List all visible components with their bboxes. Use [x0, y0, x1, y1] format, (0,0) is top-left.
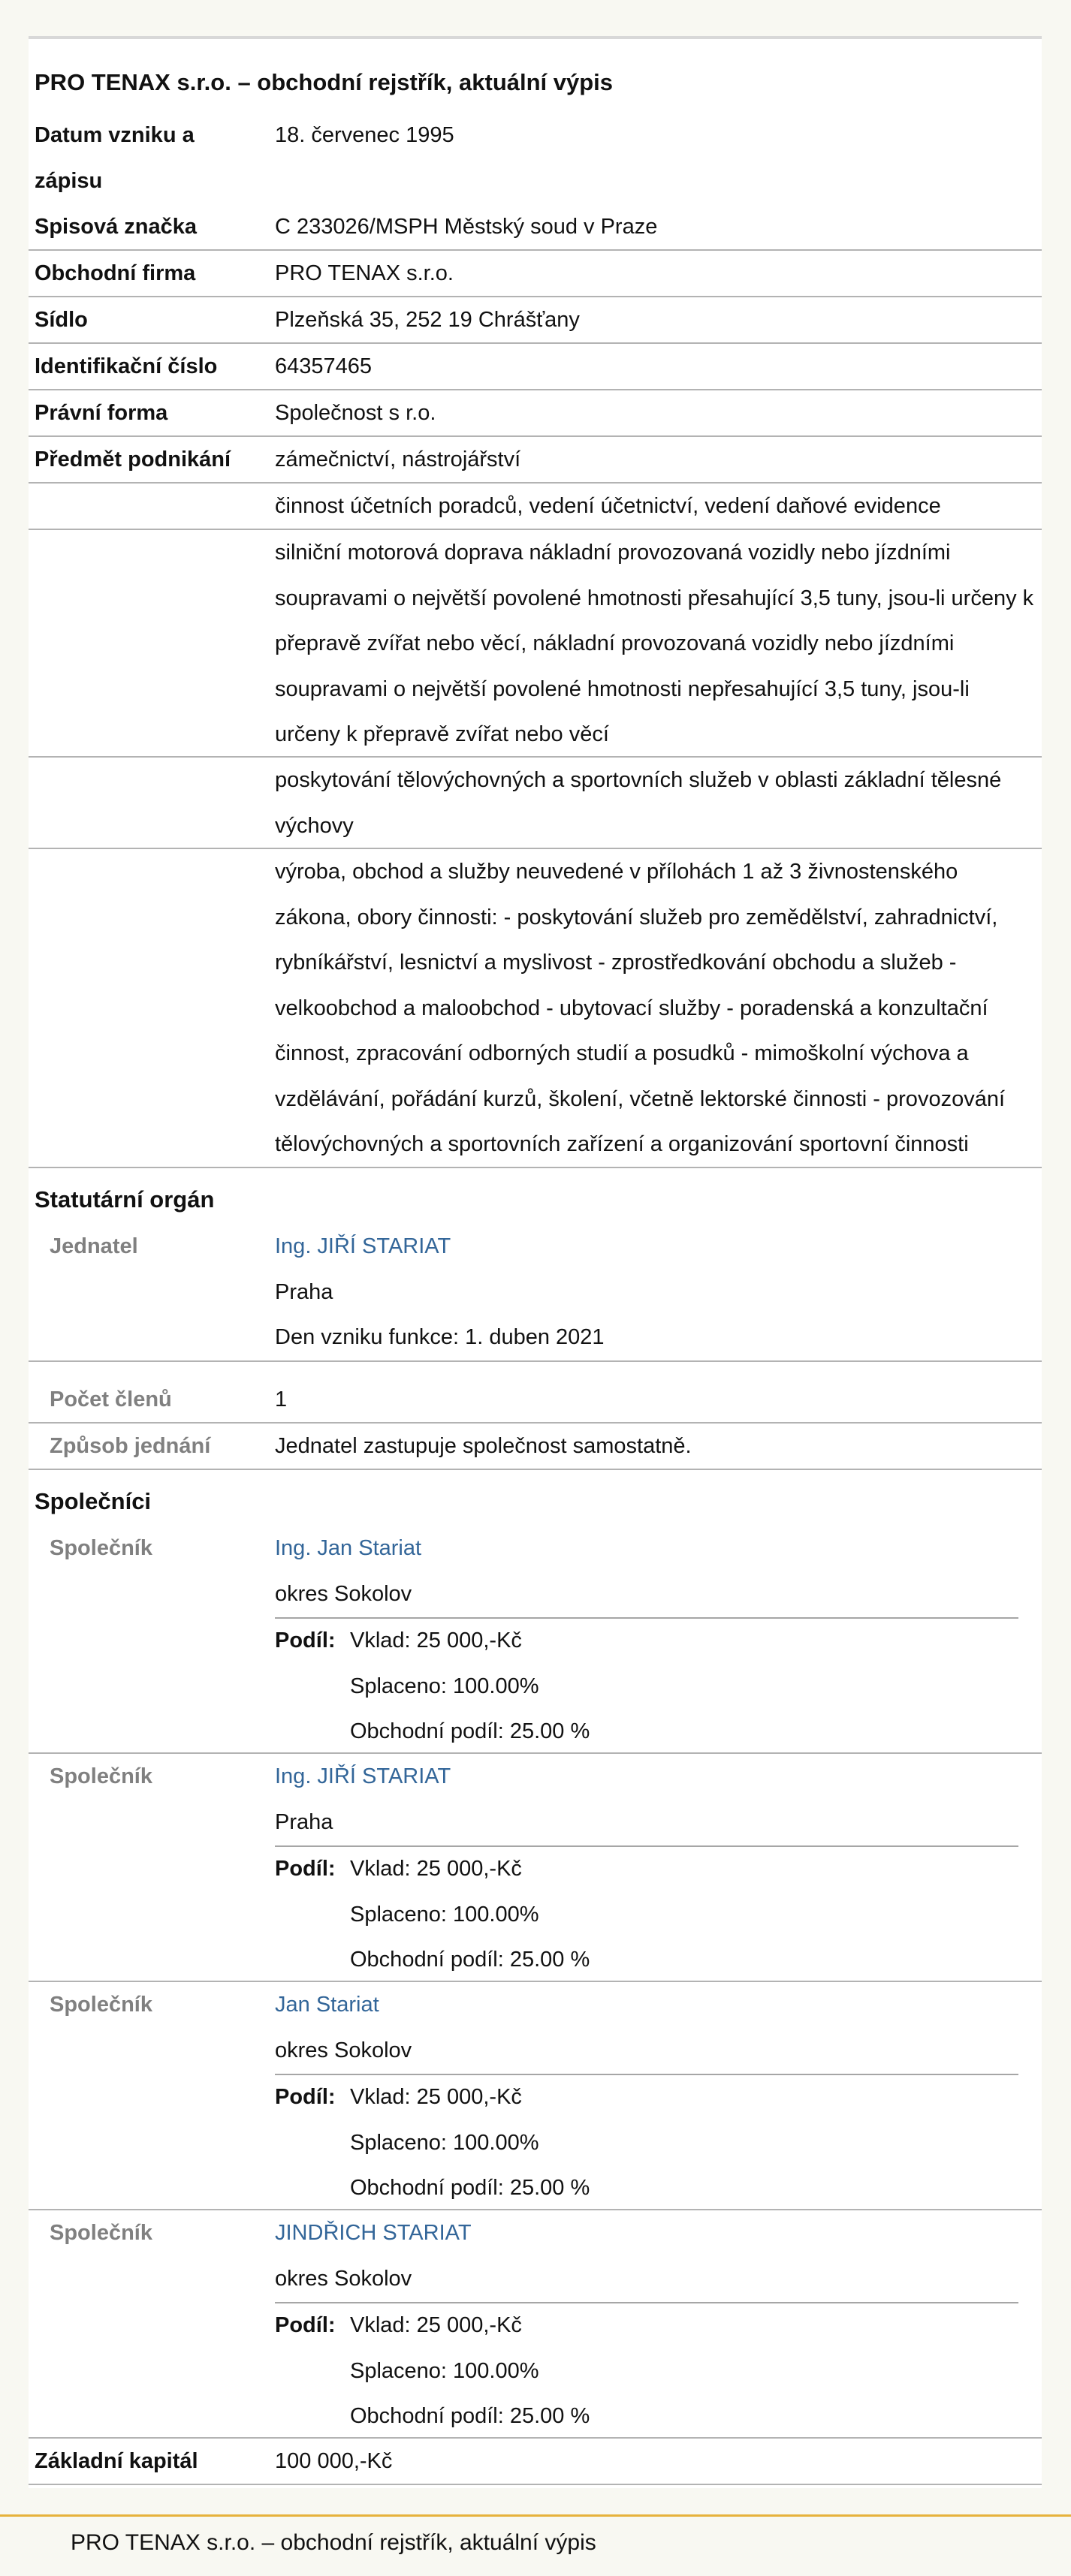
jednatel-function-start: Den vzniku funkce: 1. duben 2021	[275, 1325, 605, 1349]
pravni-forma-label: Právní forma	[35, 401, 168, 425]
splaceno-value: Splaceno: 100.00%	[350, 2358, 539, 2383]
obchodni-firma-value: PRO TENAX s.r.o.	[275, 261, 454, 285]
splaceno-value: Splaceno: 100.00%	[350, 1674, 539, 1698]
jednatel-label: Jednatel	[50, 1234, 138, 1258]
spolecnik-info	[275, 1526, 1035, 1616]
predmet-podnikani-label: Předmět podnikání	[35, 447, 231, 472]
spolecnik-label: Společník	[50, 1993, 152, 2017]
vklad-value: Vklad: 25 000,-Kč	[350, 2313, 522, 2337]
predmet-item: silniční motorová doprava nákladní provozovaná vozidly nebo jízdními soupravami o největší povolené hmotnosti přesahující 3,5 tuny, jsou-li určeny k přepravě zvířat nebo věcí, nákladní provozovaná vozidly nebo jízdními soupravami o největší povolené hmotnosti nepřesahující 3,5 tuny, jsou-li určeny k přepravě zvířat nebo věcí	[275, 541, 1034, 746]
document-title: PRO TENAX s.r.o. – obchodní rejstřík, aktuální výpis	[35, 69, 614, 95]
spisova-znacka-label: Spisová značka	[35, 215, 197, 239]
row-datum-vzniku	[29, 113, 1042, 204]
pocet-clenu-value: 1	[275, 1387, 288, 1412]
spolecnik-info	[275, 1982, 1035, 2073]
spolecnik-info	[275, 1754, 1035, 1845]
spisova-znacka-value: C 233026/MSPH Městský soud v Praze	[275, 215, 658, 239]
row-predmet-item	[29, 758, 1042, 849]
obchodni-podil-value: Obchodní podíl: 25.00 %	[350, 1719, 590, 1743]
zpusob-jednani-value: Jednatel zastupuje společnost samostatně.	[275, 1434, 692, 1458]
spolecnik-name-link[interactable]: JINDŘICH STARIAT	[275, 2221, 472, 2245]
predmet-item: zámečnictví, nástrojářství	[275, 447, 521, 472]
row-obchodni-firma	[29, 251, 1042, 297]
obchodni-firma-label: Obchodní firma	[35, 261, 196, 285]
obchodni-podil-value: Obchodní podíl: 25.00 %	[350, 2176, 590, 2200]
vklad-value: Vklad: 25 000,-Kč	[350, 2085, 522, 2109]
spolecnik-name-link[interactable]: Ing. Jan Stariat	[275, 1536, 422, 1560]
jednatel-name-link[interactable]: Ing. JIŘÍ STARIAT	[275, 1234, 451, 1258]
spolecnik-name-link[interactable]: Ing. JIŘÍ STARIAT	[275, 1764, 451, 1788]
spolecnik-label: Společník	[50, 2221, 152, 2245]
pocet-clenu-label: Počet členů	[50, 1387, 172, 1412]
podil-values	[350, 2303, 590, 2439]
podil-label: Podíl:	[275, 2313, 336, 2337]
predmet-item: výroba, obchod a služby neuvedené v přílohách 1 až 3 živnostenského zákona, obory činnosti: - poskytování služeb pro zemědělství, zahradnictví, rybníkářství, lesnictví a myslivost - zprostředkování obchodu a služeb - velkoobchod a maloobchod - ubytovací služby - poradenská a konzultační činnost, zpracování odborných studií a posudků - mimoškolní výchova a vzdělávání, pořádání kurzů, školení, včetně lektorské činnosti - provozování tělovýchovných a sportovních zařízení a organizování sportovní činnosti	[275, 860, 1006, 1156]
zpusob-jednani-label: Způsob jednání	[50, 1434, 211, 1458]
row-predmet-item	[29, 484, 1042, 530]
datum-vzniku-label: Datum vzniku a zápisu	[35, 123, 195, 193]
row-spisova-znacka	[29, 204, 1042, 251]
splaceno-value: Splaceno: 100.00%	[350, 2130, 539, 2155]
row-pocet-clenu	[29, 1377, 1042, 1424]
ico-label: Identifikační číslo	[35, 354, 218, 378]
podil-label: Podíl:	[275, 2085, 336, 2109]
vklad-value: Vklad: 25 000,-Kč	[350, 1857, 522, 1881]
spolecnik-label: Společník	[50, 1536, 152, 1560]
sidlo-label: Sídlo	[35, 308, 88, 332]
row-sidlo	[29, 297, 1042, 344]
podil-label: Podíl:	[275, 1857, 336, 1881]
row-ico	[29, 344, 1042, 390]
spolecnici-heading: Společníci	[35, 1488, 152, 1514]
row-zakladni-kapital	[29, 2439, 1042, 2485]
predmet-item: poskytování tělovýchovných a sportovních služeb v oblasti základní tělesné výchovy	[275, 768, 1002, 838]
spolecnik-block	[29, 1526, 1042, 1754]
podil-values	[350, 2074, 590, 2211]
spolecnik-block	[29, 2210, 1042, 2439]
obchodni-podil-value: Obchodní podíl: 25.00 %	[350, 2404, 590, 2428]
row-jednatel	[29, 1224, 1042, 1362]
splaceno-value: Splaceno: 100.00%	[350, 1902, 539, 1927]
spolecnik-info	[275, 2210, 1035, 2301]
row-predmet-item	[29, 849, 1042, 1168]
pravni-forma-value: Společnost s r.o.	[275, 401, 436, 425]
jednatel-details	[275, 1224, 1035, 1360]
datum-vzniku-value: 18. červenec 1995	[275, 123, 454, 147]
zakladni-kapital-label: Základní kapitál	[35, 2449, 198, 2473]
row-zpusob-jednani	[29, 1424, 1042, 1470]
statutarni-organ-heading: Statutární orgán	[35, 1186, 215, 1213]
page-footer	[0, 2514, 1071, 2576]
row-predmet-item	[29, 530, 1042, 758]
ico-value: 64357465	[275, 354, 373, 378]
podil-label: Podíl:	[275, 1628, 336, 1653]
vklad-value: Vklad: 25 000,-Kč	[350, 1628, 522, 1653]
obchodni-podil-value: Obchodní podíl: 25.00 %	[350, 1948, 590, 1972]
sidlo-value: Plzeňská 35, 252 19 Chrášťany	[275, 308, 580, 332]
spolecnik-label: Společník	[50, 1764, 152, 1788]
podil-values	[350, 1846, 590, 1983]
jednatel-place: Praha	[275, 1279, 333, 1304]
predmet-item: činnost účetních poradců, vedení účetnictví, vedení daňové evidence	[275, 494, 941, 518]
spolecnik-place: okres Sokolov	[275, 1581, 412, 1606]
row-predmet-podnikani	[29, 437, 1042, 484]
spolecnik-name-link[interactable]: Jan Stariat	[275, 1993, 379, 2017]
spolecnik-place: okres Sokolov	[275, 2266, 412, 2291]
row-pravni-forma	[29, 390, 1042, 437]
registry-extract	[29, 39, 1042, 2488]
footer-title: PRO TENAX s.r.o. – obchodní rejstřík, aktuální výpis	[71, 2530, 596, 2555]
podil-values	[350, 1618, 590, 1755]
spolecnik-block	[29, 1982, 1042, 2210]
zakladni-kapital-value: 100 000,-Kč	[275, 2449, 393, 2473]
spolecnik-place: Praha	[275, 1809, 333, 1834]
spolecnik-place: okres Sokolov	[275, 2038, 412, 2062]
spolecnik-block	[29, 1754, 1042, 1982]
